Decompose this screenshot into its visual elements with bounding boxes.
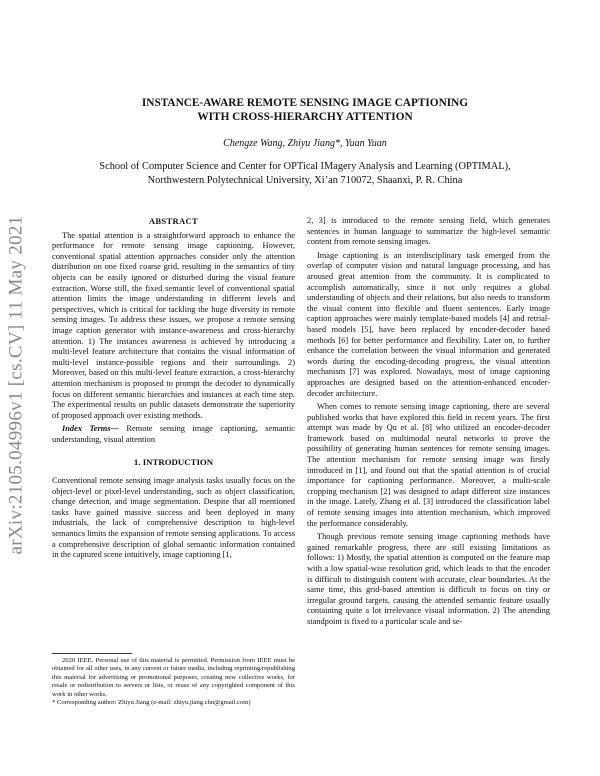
abstract-text: The spatial attention is a straightforward approach to enhance the performance for remote sensing image captioning. However, conventional spatial attention approaches consider only the attention distribution on one fixed coarse grid, resulting in the semantics of tiny objects can be easily ignored or disturbed during the visual feature extraction. Worse still, the fixed semantic level of conventional spatial attention limits the image understanding in different levels and perspectives, which is critical for tackling the huge diversity in remote sensing images. To address these issues, we propose a remote sensing image caption generator with instance-awareness and cross-hierarchy attention. 1) The instances awareness is achieved by introducing a multi-level feature architecture that contains the visual information of multi-level instance-possible regions and their surroundings. 2) Moreover, based on this multi-level feature extraction, a cross-hierarchy attention mechanism is proposed to prompt the decoder to dynamically focus on different semantic hierarchies and instances at each time step. The experimental results on public datasets demonstrate the superiority of proposed approach over existing methods.: [52, 230, 295, 420]
intro-paragraph-continued: 2, 3] is introduced to the remote sensing field, which generates sentences in human language to summarize the high-level semantic content from remote sensing images.: [307, 216, 550, 247]
right-column: [307, 216, 550, 628]
footnotes: [52, 657, 295, 707]
corresponding-author-footnote: * Corresponding author: Zhiyu Jiang (e-mail: zhiyu.jiang.chn@gmail.com): [52, 699, 251, 707]
intro-paragraph-3: When comes to remote sensing image captioning, there are several published works that have explored this field in recent years. The first attempt was made by Qu et al. [8] who utilized an encoder-decoder framework based on multimodal neural networks to prove the possibility of generating human sentences for remote sensing images. The attention mechanism for remote sensing image was firstly introduced in [1], and found out that the spatial attention is of crucial importance for captioning performance. Moreover, a multi-scale cropping mechanism [2] was designed to adapt different size instances in the image. Lately, Zhang et al. [3] introduced the classification label of remote sensing images into attention mechanism, which improved the performance considerably.: [307, 402, 550, 528]
paper-title: [60, 96, 550, 124]
index-terms: [52, 424, 295, 445]
intro-paragraph-4: Though previous remote sensing image captioning methods have gained remarkable progress, there are still existing limitations as follows: 1) Mostly, the spatial attention is computed on the feature map with a low spatial-wise resolution grid, which leads to that the encoder is difficult to distinguish content with accurate, clear boundaries. At the same time, this grid-based attention is difficult to focus on tiny or irregular ground targets, causing the attended semantic feature usually containing quite a lot irrelevance visual information. 2) The attending standpoint is fixed to a particular scale and se-: [307, 532, 550, 626]
index-terms-text: Remote sensing image captioning, semantic understanding, visual attention: [52, 424, 296, 444]
introduction-heading: 1. INTRODUCTION: [133, 457, 214, 468]
title-line-2: WITH CROSS-HIERARCHY ATTENTION: [197, 111, 413, 123]
affiliation: [60, 160, 550, 188]
title-line-1: INSTANCE-AWARE REMOTE SENSING IMAGE CAPTIONING: [141, 97, 469, 109]
author-list: Chengze Wang, Zhiyu Jiang*, Yuan Yuan: [223, 138, 387, 149]
copyright-footnote: 2020 IEEE. Personal use of this material is permitted. Permission from IEEE must be obtained for all other uses, in any current or future media, including reprinting/republishing this material for advertising or promotional purposes, creating new collective works, for resale or redistribution to servers or lists, or reuse of any copyrighted component of this work in other works.: [52, 657, 295, 698]
intro-paragraph-2: Image captioning is an interdisciplinary task emerged from the overlap of computer vision and natural language processing, and has aroused great attention from the community. It is complicated to accomplish automatically, since it not only requires a global understanding of objects and their relations, but also needs to transform the visual content into flexible and fluent sentences. Early image caption approaches were mainly template-based models [4] and retrial-based models [5], have been replaced by encoder-decoder based methods [6] for better performance and flexibility. Later on, to further enhance the correlation between the visual information and generated words during the encoding-decoding progress, the visual attention mechanism [7] was explored. Nowadays, most of image captioning approaches are designed based on the attention-enhanced encoder-decoder architecture.: [307, 250, 550, 398]
index-terms-label: Index Terms—: [62, 424, 119, 434]
left-column: [52, 216, 295, 561]
abstract-heading: ABSTRACT: [148, 216, 199, 226]
arxiv-identifier-stamp: [4, 170, 28, 600]
arxiv-stamp-text: arXiv:2105.04996v1 [cs.CV] 11 May 2021: [5, 215, 26, 555]
affiliation-line-2: Northwestern Polytechnical University, Xi’an 710072, Shaanxi, P. R. China: [147, 175, 463, 186]
footnote-rule: [52, 653, 132, 654]
affiliation-line-1: School of Computer Science and Center for OPTical IMagery Analysis and Learning (OPTIMAL),: [99, 161, 511, 172]
intro-paragraph-1: Conventional remote sensing image analysis tasks usually focus on the object-level or pixel-level understanding, such as object classification, change detection, and image segmentation. Despite that all mentioned tasks have gained massive success and been deployed in many industrials, the lack of comprehensive description to high-level semantics limits the expansion of remote sensing applications. To access a comprehensive description of global semantic information contained in the captured scene intuitively, image captioning [1,: [52, 476, 296, 560]
